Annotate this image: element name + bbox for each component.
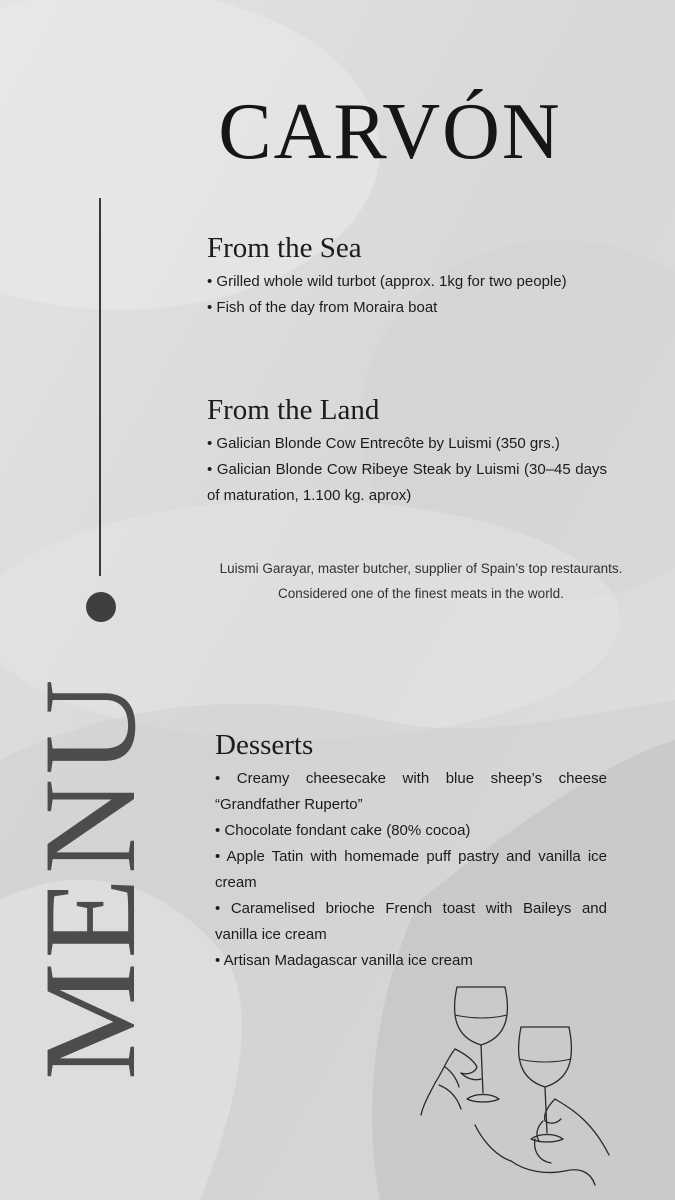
menu-item: • Galician Blonde Cow Ribeye Steak by Luismi (30–45 days of maturation, 1.100 kg. aprox) bbox=[207, 461, 607, 504]
menu-item: • Galician Blonde Cow Entrecôte by Luismi (350 grs.) bbox=[207, 435, 560, 452]
decorative-vertical-line bbox=[99, 198, 101, 576]
decorative-dot bbox=[86, 592, 116, 622]
note-line: Considered one of the finest meats in the world. bbox=[278, 586, 564, 601]
butcher-note bbox=[196, 556, 646, 606]
section-desserts bbox=[215, 728, 607, 974]
section-heading: Desserts bbox=[215, 729, 314, 761]
menu-item: • Caramelised brioche French toast with Baileys and vanilla ice cream bbox=[215, 900, 607, 943]
menu-vertical-label: MENU bbox=[16, 675, 163, 1080]
wine-glasses-toast-icon bbox=[415, 975, 615, 1195]
section-from-the-land bbox=[207, 393, 607, 509]
menu-item: • Artisan Madagascar vanilla ice cream bbox=[215, 952, 473, 969]
menu-item: • Creamy cheesecake with blue sheep’s cheese “Grandfather Ruperto” bbox=[215, 770, 607, 813]
section-heading: From the Land bbox=[207, 394, 380, 426]
menu-item: • Apple Tatin with homemade puff pastry and vanilla ice cream bbox=[215, 848, 607, 891]
menu-item: • Fish of the day from Moraira boat bbox=[207, 299, 438, 316]
section-from-the-sea bbox=[207, 231, 627, 321]
page-title: CARVÓN bbox=[218, 88, 562, 176]
note-line: Luismi Garayar, master butcher, supplier of Spain’s top restaurants. bbox=[219, 561, 623, 576]
menu-item: • Chocolate fondant cake (80% cocoa) bbox=[215, 822, 471, 839]
menu-item: • Grilled whole wild turbot (approx. 1kg for two people) bbox=[207, 273, 567, 290]
section-heading: From the Sea bbox=[207, 232, 362, 264]
